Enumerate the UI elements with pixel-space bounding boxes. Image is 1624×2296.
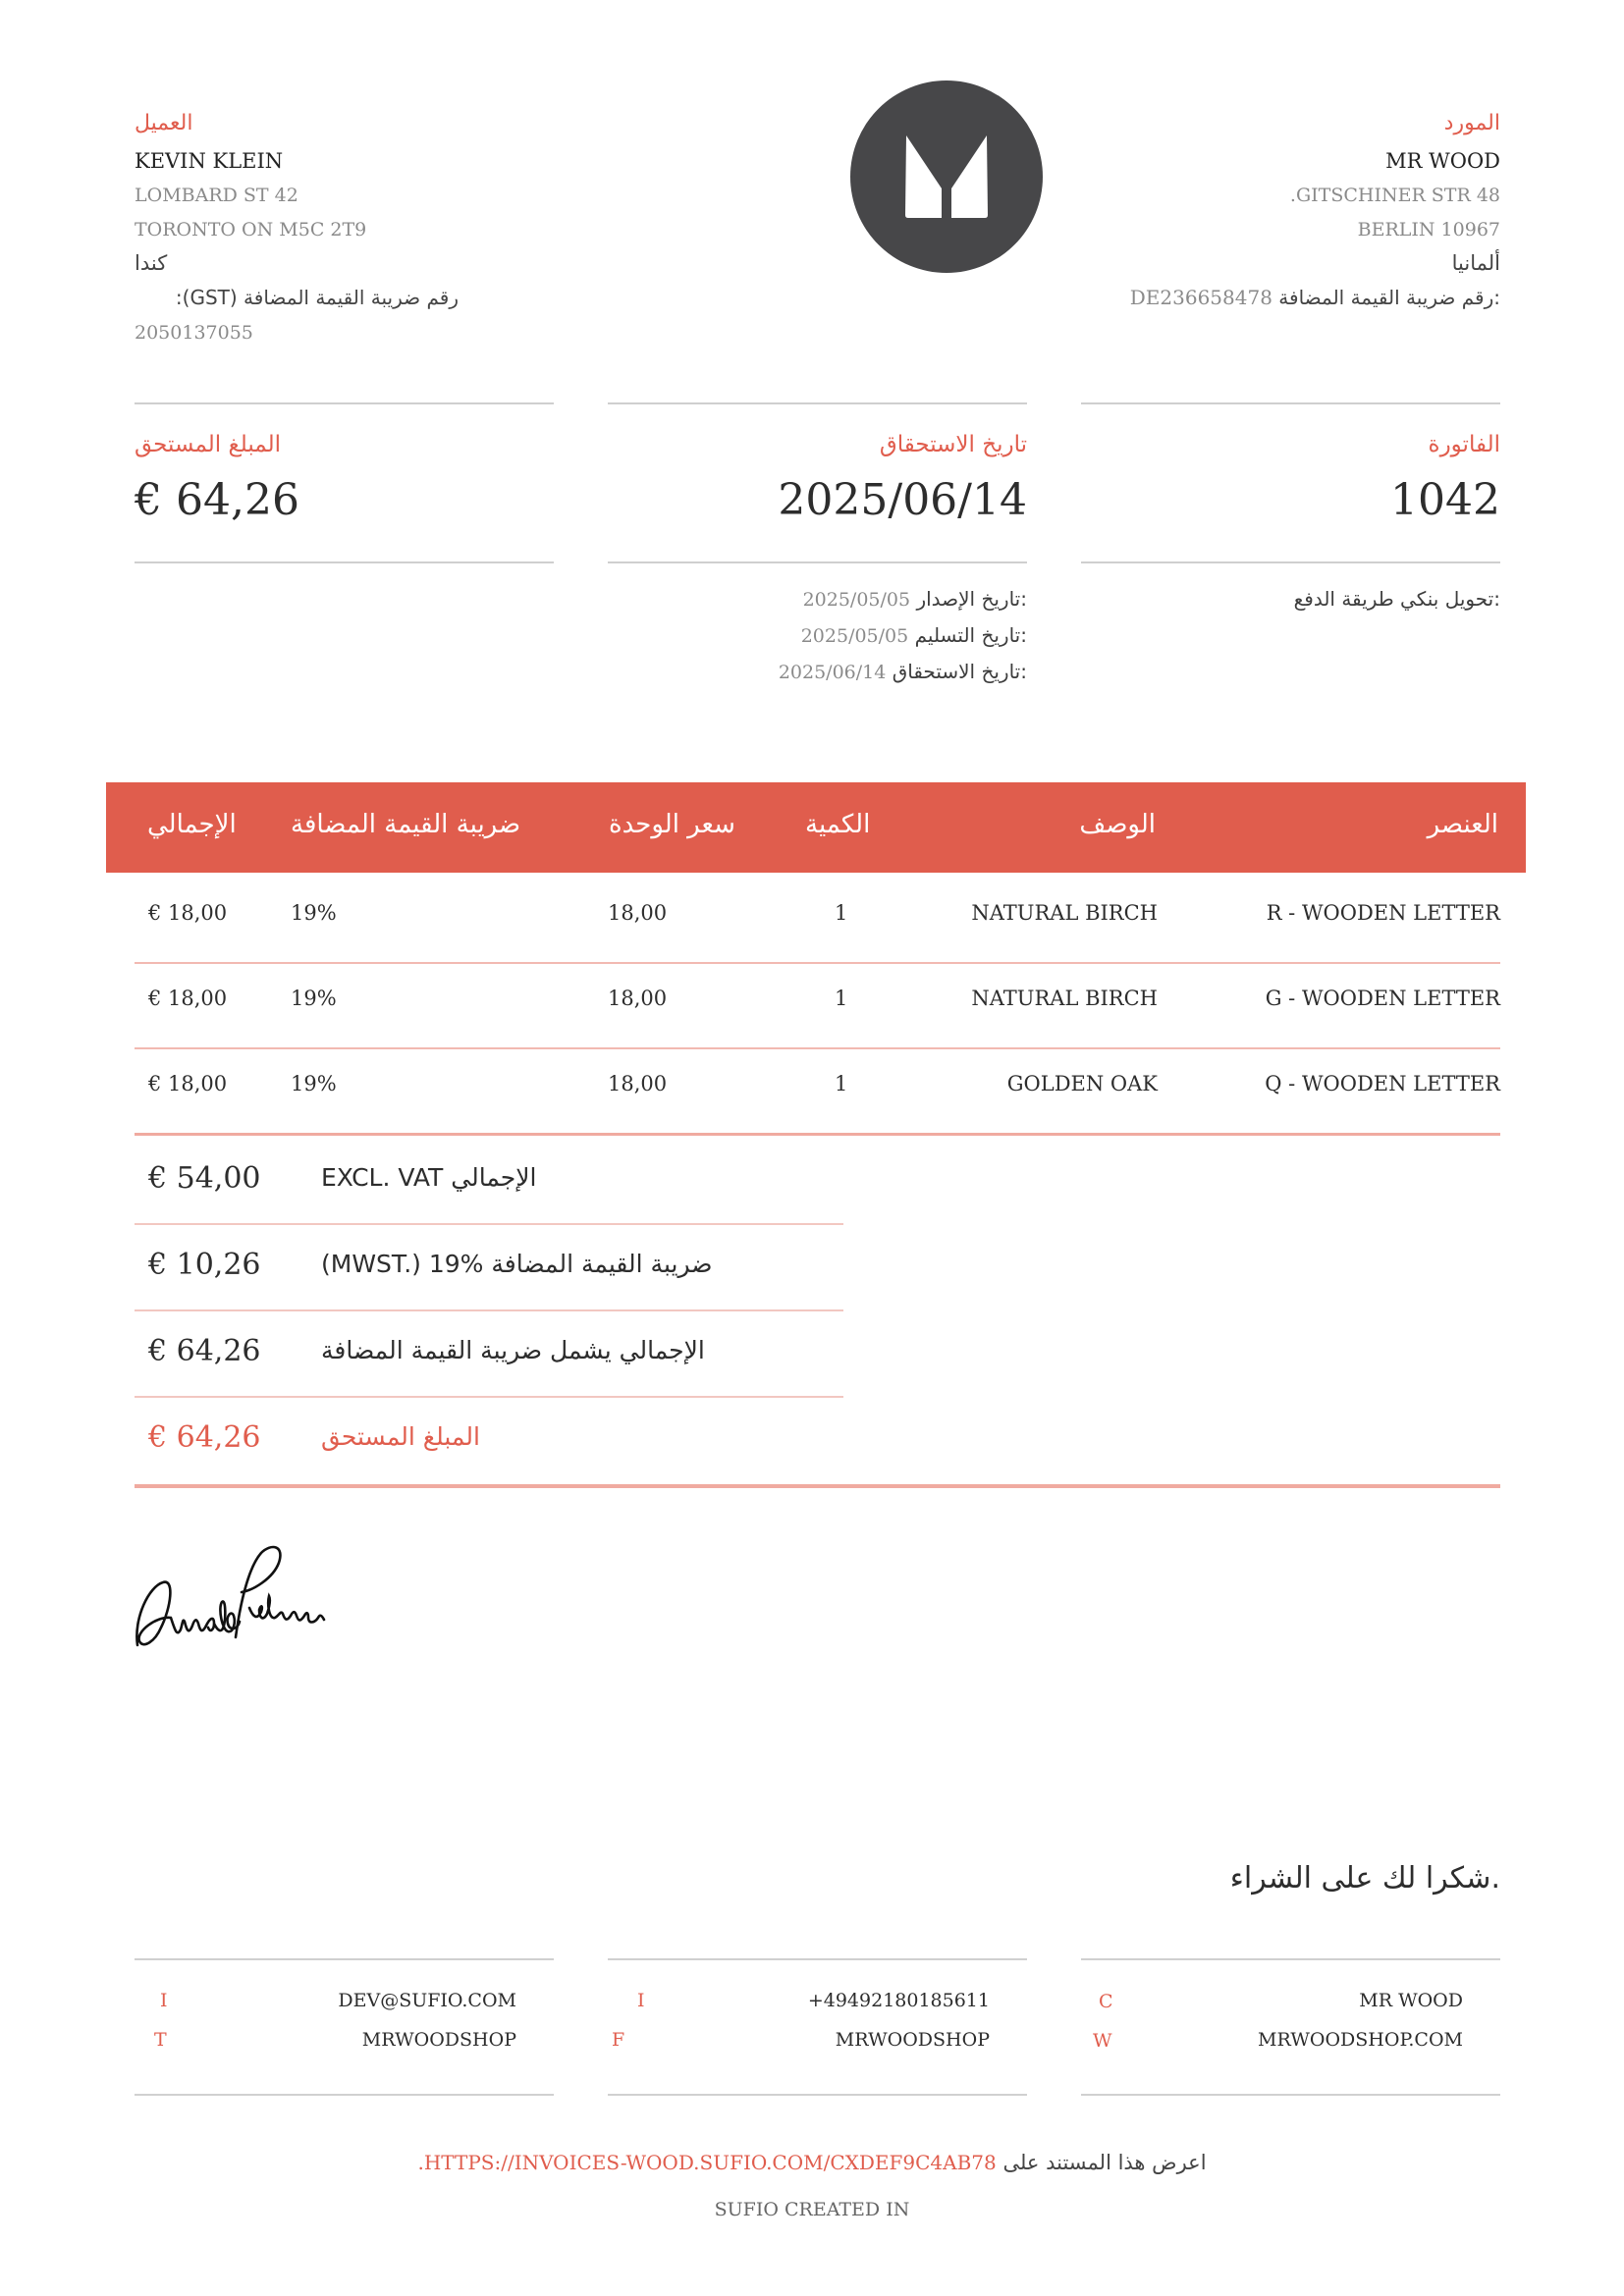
client-country: كندا <box>135 251 168 275</box>
total-incl-vat-label: الإجمالي يشمل ضريبة القيمة المضافة <box>321 1336 705 1364</box>
header-description: الوصف <box>1079 810 1156 839</box>
supplier-name: MR WOOD <box>1385 149 1500 173</box>
header-quantity: الكمية <box>805 810 871 839</box>
row-description: NATURAL BIRCH <box>971 901 1158 925</box>
row-total: € 18,00 <box>148 901 228 925</box>
issue-date-value: 2025/05/05 <box>802 589 911 611</box>
row-description: NATURAL BIRCH <box>971 987 1158 1010</box>
row-total: € 18,00 <box>148 1072 228 1095</box>
invoice-number-box <box>1081 402 1500 563</box>
header-total: الإجمالي <box>147 810 237 839</box>
company-logo <box>850 80 1043 273</box>
supplier-country: ألمانيا <box>1451 251 1500 275</box>
email-link[interactable]: DEV@SUFIO.COM <box>338 1990 516 2011</box>
items-table-header <box>106 782 1526 873</box>
invoice-number: 1042 <box>1390 475 1500 525</box>
delivery-date-value: 2025/05/05 <box>800 625 909 647</box>
due-date-label: تاريخ الاستحقاق <box>879 432 1027 457</box>
total-incl-vat-row <box>135 1310 843 1398</box>
row-vat: 19% <box>291 987 337 1010</box>
vat-row <box>135 1224 843 1311</box>
subtotal-label: EXCL. VAT الإجمالي <box>321 1163 537 1192</box>
client-name: KEVIN KLEIN <box>135 149 284 173</box>
footer-phone-box <box>608 1958 1027 2096</box>
row-description: GOLDEN OAK <box>1006 1072 1158 1095</box>
website-link[interactable]: MRWOODSHOP.COM <box>1258 2029 1463 2051</box>
row-item: R - WOODEN LETTER <box>1266 901 1500 925</box>
due-date-row <box>779 654 1027 691</box>
issue-date-label: تاريخ الإصدار: <box>916 587 1027 611</box>
supplier-vat-label: رقم ضريبة القيمة المضافة: <box>1278 286 1500 309</box>
footer-company-box <box>1081 1958 1500 2096</box>
email-key: I <box>160 1990 168 2011</box>
header-vat: ضريبة القيمة المضافة <box>291 810 521 839</box>
header-item: العنصر <box>1427 810 1498 839</box>
due-date-value: 2025/06/14 <box>778 475 1027 525</box>
client-city: TORONTO ON M5C 2T9 <box>135 219 367 240</box>
supplier-label: المورد <box>1443 111 1500 135</box>
vat-amount: € 10,26 <box>148 1248 261 1282</box>
row-unit-price: 18,00 <box>608 987 668 1010</box>
supplier-street: .GITSCHINER STR 48 <box>1289 185 1500 206</box>
row-quantity: 1 <box>835 1072 848 1095</box>
view-online-text: اعرض هذا المستند على <box>1002 2151 1207 2174</box>
row-quantity: 1 <box>835 901 848 925</box>
amount-due-value: € 64,26 <box>135 475 299 525</box>
row-unit-price: 18,00 <box>608 901 668 925</box>
phone-key: I <box>637 1990 645 2011</box>
delivery-date-row <box>801 617 1027 655</box>
web-key: W <box>1093 2030 1112 2052</box>
subtotal-amount: € 54,00 <box>148 1161 261 1196</box>
view-online-line <box>0 2151 1624 2174</box>
client-vat-number: 2050137055 <box>135 322 253 344</box>
phone-link[interactable]: +49492180185611 <box>807 1990 990 2011</box>
footer-contact-box <box>135 1958 554 2096</box>
twitter-link[interactable]: MRWOODSHOP <box>361 2029 516 2051</box>
row-item: Q - WOODEN LETTER <box>1265 1072 1500 1095</box>
client-vat-label: رقم ضريبة القيمة المضافة (GST): <box>175 286 459 309</box>
header-unit-price: سعر الوحدة <box>609 810 735 839</box>
twitter-key: T <box>154 2029 167 2051</box>
row-quantity: 1 <box>835 987 848 1010</box>
issue-date-row <box>803 581 1027 618</box>
signature-graphic <box>132 1539 328 1661</box>
amount-due-total: € 64,26 <box>148 1420 261 1455</box>
total-incl-vat-amount: € 64,26 <box>148 1334 261 1368</box>
payment-method-value: تحويل بنكي <box>1400 587 1494 611</box>
payment-method-label: طريقة الدفع: <box>1293 587 1500 611</box>
signature <box>132 1539 328 1661</box>
supplier-vat <box>1130 281 1500 315</box>
invoice-label: الفاتورة <box>1428 432 1500 457</box>
amount-due-total-label: المبلغ المستحق <box>321 1422 480 1451</box>
table-row <box>135 962 1500 1049</box>
document-url[interactable]: .HTTPS://INVOICES-WOOD.SUFIO.COM/CXDEF9C4AB78 <box>417 2151 997 2174</box>
row-vat: 19% <box>291 901 337 925</box>
row-total: € 18,00 <box>148 987 228 1010</box>
company-name: MR WOOD <box>1359 1990 1463 2011</box>
row-unit-price: 18,00 <box>608 1072 668 1095</box>
amount-due-label: المبلغ المستحق <box>135 432 281 457</box>
facebook-link[interactable]: MRWOODSHOP <box>835 2029 990 2051</box>
table-row <box>135 877 1500 964</box>
row-item: G - WOODEN LETTER <box>1265 987 1500 1010</box>
table-row <box>135 1047 1500 1136</box>
vat-label: (MWST.) 19% ضريبة القيمة المضافة <box>321 1250 713 1278</box>
amount-due-row <box>135 1397 843 1482</box>
payment-method <box>1294 581 1500 617</box>
due-date-row-value: 2025/06/14 <box>778 662 887 683</box>
thank-you-message: شكرا لك على الشراء. <box>1229 1861 1500 1896</box>
supplier-vat-number: DE236658478 <box>1129 286 1272 309</box>
mr-wood-logo-icon <box>850 80 1043 273</box>
delivery-date-label: تاريخ التسليم: <box>914 623 1027 647</box>
subtotal-row <box>135 1138 843 1225</box>
totals-divider <box>135 1484 1500 1488</box>
facebook-key: F <box>612 2029 625 2051</box>
supplier-city: BERLIN 10967 <box>1357 219 1500 240</box>
company-key: C <box>1099 1991 1113 2012</box>
client-label: العميل <box>135 111 193 135</box>
due-date-box <box>608 402 1027 563</box>
client-street: LOMBARD ST 42 <box>135 185 298 206</box>
row-vat: 19% <box>291 1072 337 1095</box>
created-in: SUFIO CREATED IN <box>714 2199 910 2220</box>
due-date-row-label: تاريخ الاستحقاق: <box>892 660 1027 683</box>
amount-due-box <box>135 402 554 563</box>
